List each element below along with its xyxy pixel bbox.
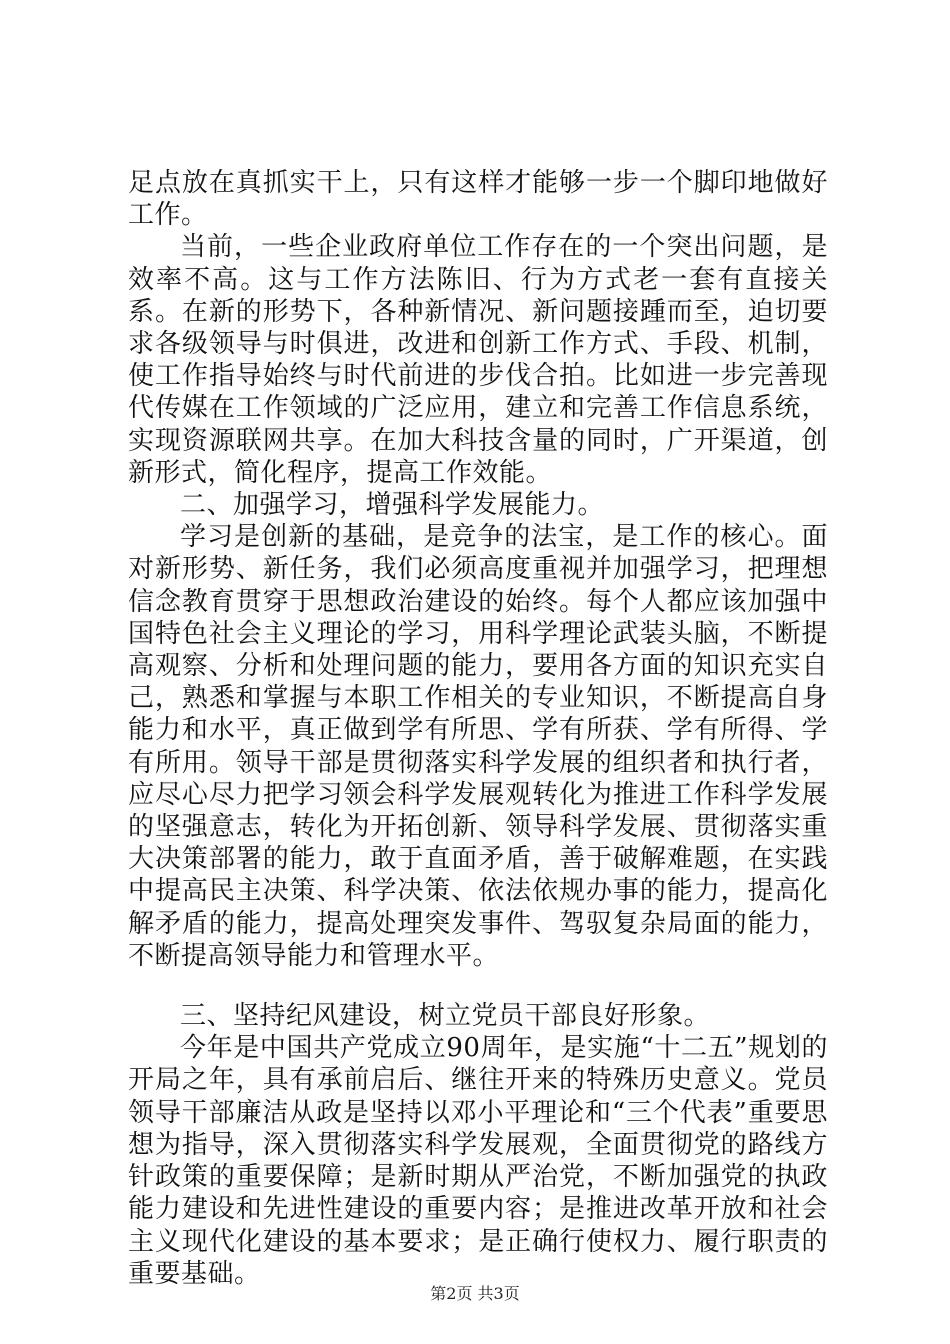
paragraph-learning: 学习是创新的基础，是竞争的法宝，是工作的核心。面对新形势、新任务，我们必须高度重视并加强学习，把理想信念教育贯穿于思想政治建设的始终。每个人都应该加强中国特色社会主义理论的学习，用科学理论武装头脑，不断提高观察、分析和处理问题的能力，要用各方面的知识充实自己，熟悉和掌握与本职工作相关的专业知识，不断提高自身能力和水平，真正做到学有所思、学有所获、学有所得、学有所用。领导干部是贯彻落实科学发展的组织者和执行者，应尽心尽力把学习领会科学发展观转化为推进工作科学发展的坚强意志，转化为开拓创新、领导科学发展、贯彻落实重大决策部署的能力，敢于直面矛盾，善于破解难题，在实践中提高民主决策、科学决策、依法依规办事的能力，提高化解矛盾的能力，提高处理突发事件、驾驭复杂局面的能力，不断提高领导能力和管理水平。 <box>128 522 828 971</box>
paragraph-spacer <box>128 972 828 1000</box>
page-footer: 第2页 共3页 <box>430 1284 520 1303</box>
section-heading-three: 三、坚持纪风建设，树立党员干部良好形象。 <box>180 1001 711 1032</box>
paragraph-discipline: 今年是中国共产党成立90周年，是实施“十二五”规划的开局之年，具有承前启后、继往开来的特殊历史意义。党员领导干部廉洁从政是坚持以邓小平理论和“三个代表”重要思想为指导，深入贯彻落实科学发展观，全面贯彻党的路线方针政策的重要保障；是新时期从严治党，不断加强党的执政能力建设和先进性建设的重要内容；是推进改革开放和社会主义现代化建设的基本要求；是正确行使权力、履行职责的重要基础。 <box>128 1033 828 1289</box>
paragraph-continuation: 足点放在真抓实干上，只有这样才能够一步一个脚印地做好工作。 <box>128 168 828 231</box>
document-body <box>128 167 828 1290</box>
paragraph-efficiency: 当前，一些企业政府单位工作存在的一个突出问题，是效率不高。这与工作方法陈旧、行为方式老一套有直接关系。在新的形势下，各种新情况、新问题接踵而至，迫切要求各级领导与时俱进，改进和创新工作方式、手段、机制，使工作指导始终与时代前进的步伐合拍。比如进一步完善现代传媒在工作领域的广泛应用，建立和完善工作信息系统，实现资源联网共享。在加大科技含量的同时，广开渠道，创新形式，简化程序，提高工作效能。 <box>128 232 828 488</box>
section-heading-two: 二、加强学习，增强科学发展能力。 <box>180 490 605 521</box>
